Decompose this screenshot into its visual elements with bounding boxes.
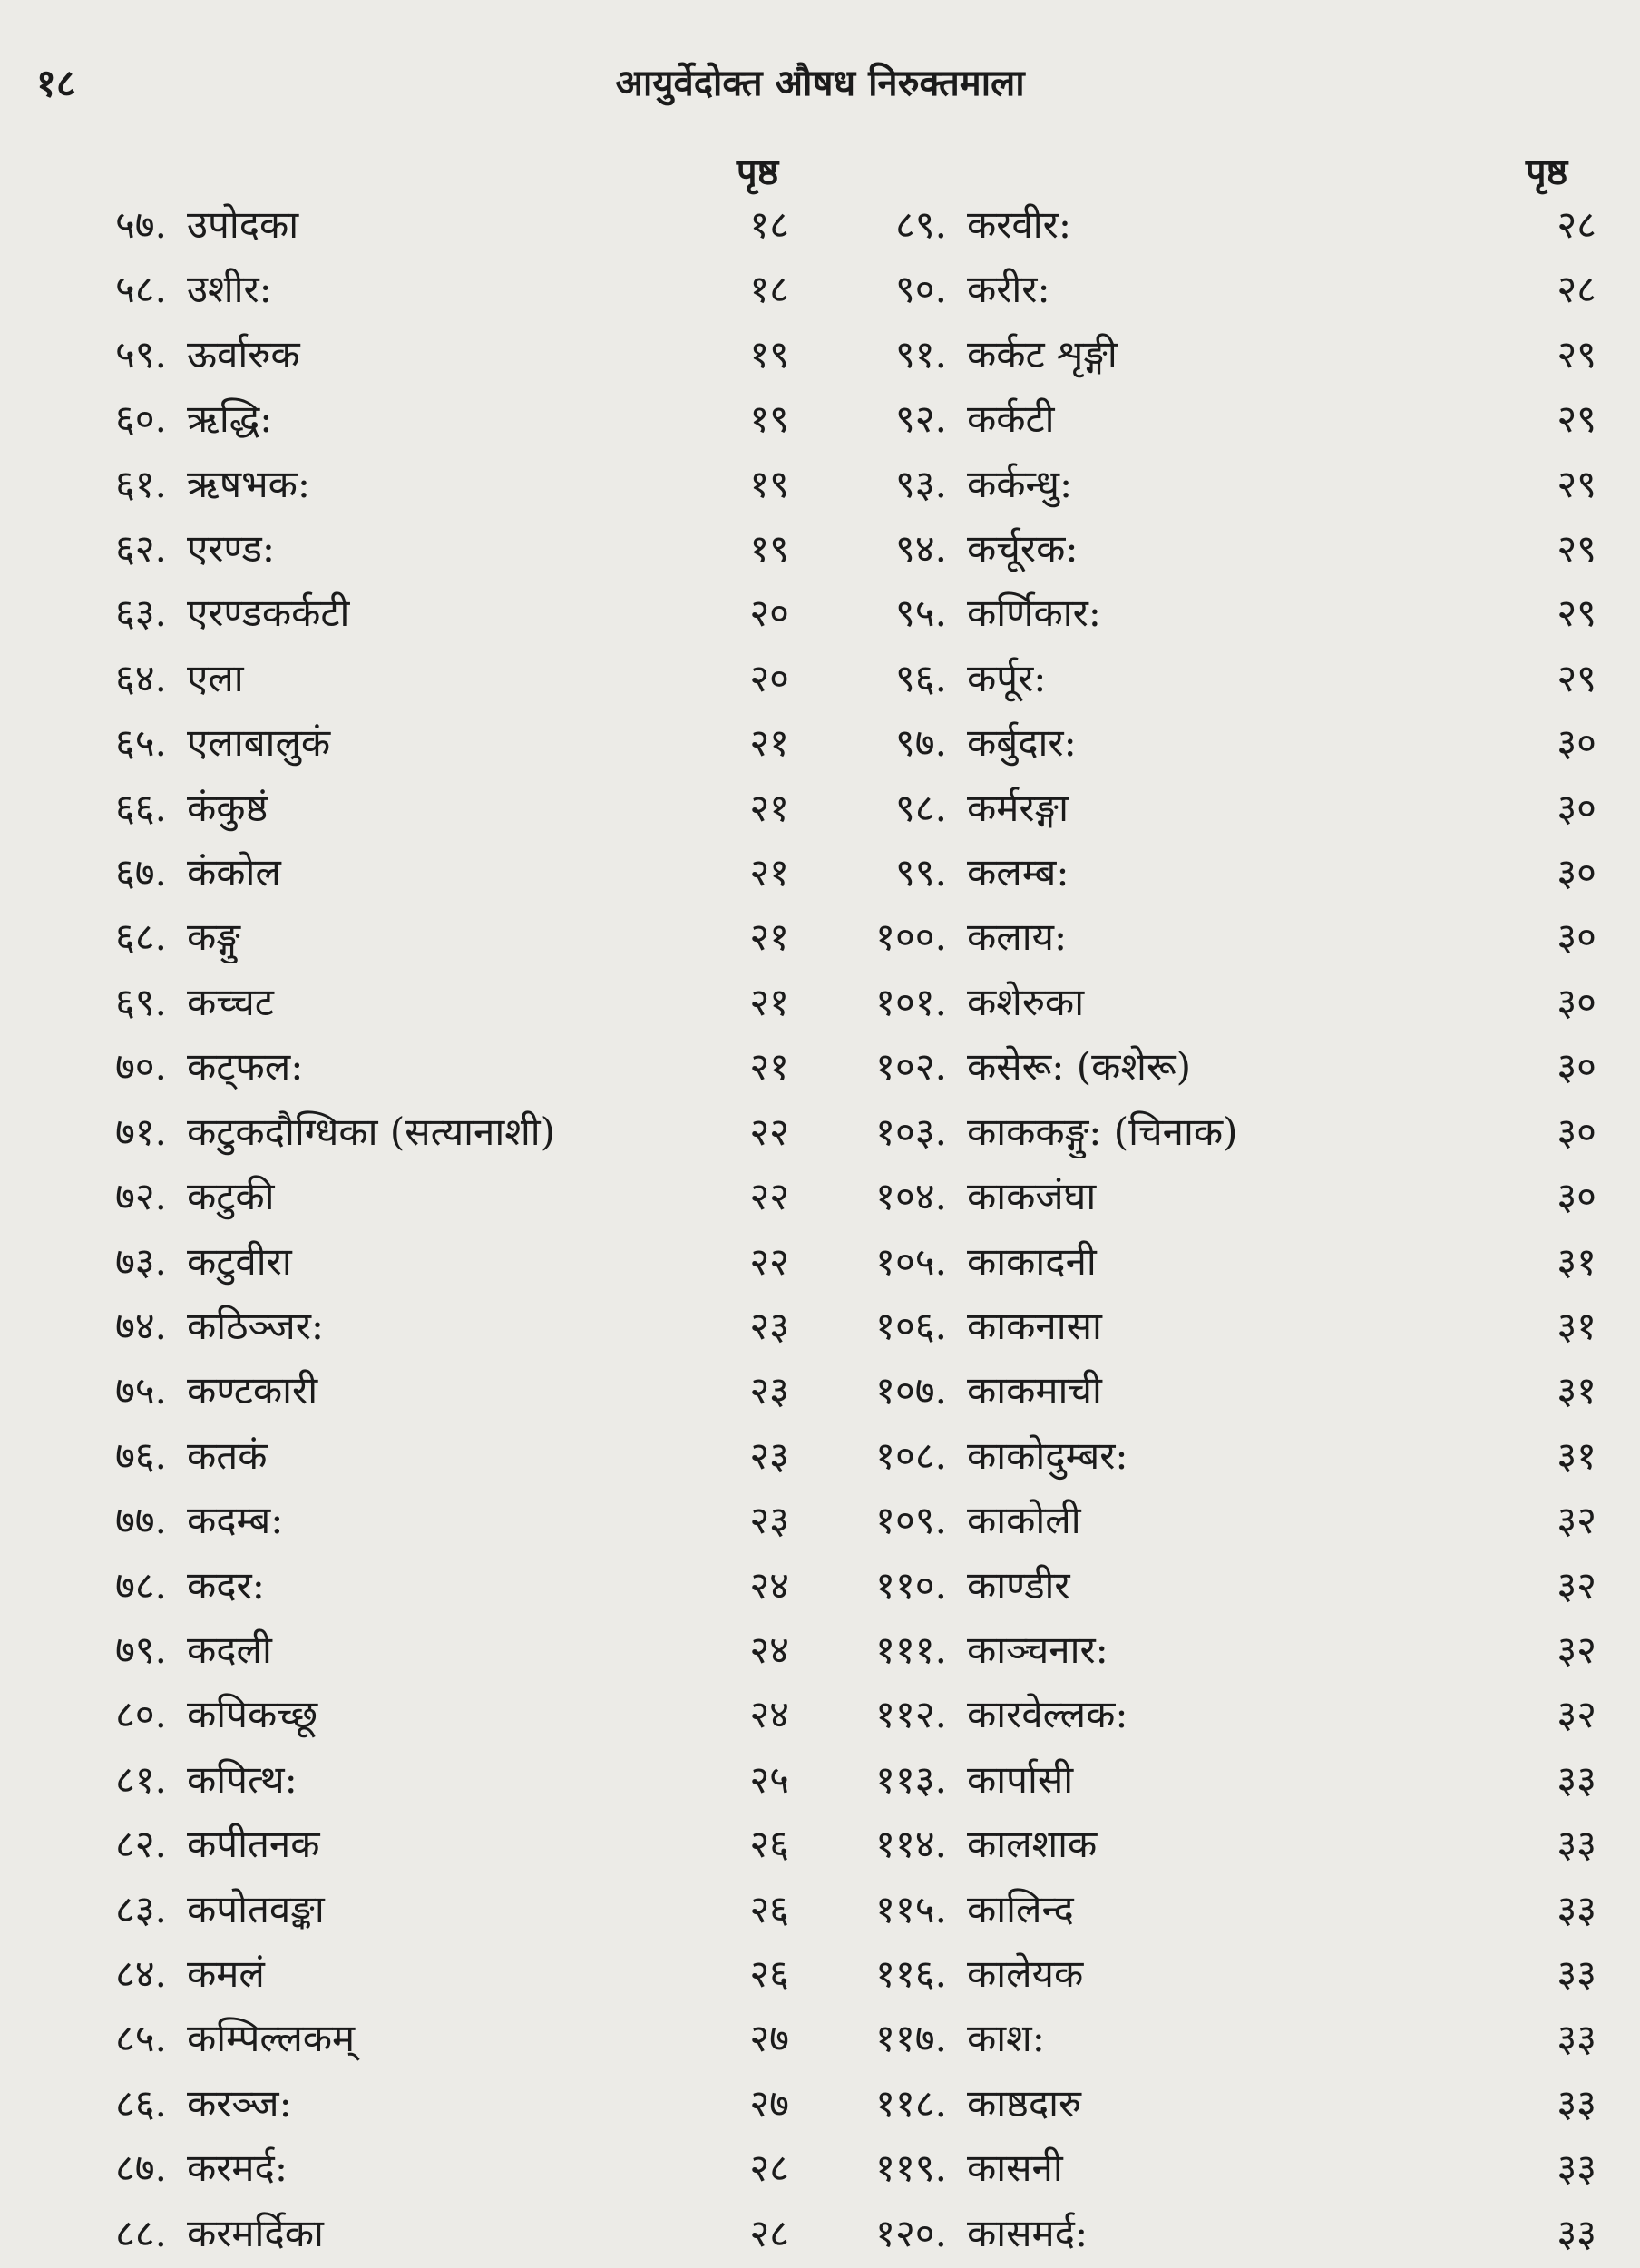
entry-page: २९ — [1557, 526, 1596, 572]
index-entry — [816, 783, 1596, 834]
entry-page: २६ — [749, 1822, 789, 1867]
index-entry — [54, 523, 789, 574]
entry-name: कटुवीरा — [187, 1238, 292, 1284]
entry-page: ३१ — [1557, 1303, 1596, 1348]
entry-name: कार्पासी — [967, 1756, 1074, 1802]
entry-page: ३३ — [1557, 2210, 1596, 2255]
index-entry — [54, 1755, 789, 1805]
entry-page: ३२ — [1557, 1562, 1596, 1608]
entry-page: ३३ — [1557, 1756, 1596, 1802]
entry-number: ९४. — [894, 526, 947, 572]
entry-number: ८४. — [114, 1950, 167, 1996]
entry-name: कंकोल — [187, 850, 281, 895]
entry-page: २६ — [749, 1950, 789, 1996]
entry-page: ३१ — [1557, 1238, 1596, 1284]
index-entry — [816, 264, 1596, 315]
entry-number: ६०. — [114, 396, 167, 442]
entry-number: ११५. — [875, 1886, 947, 1931]
entry-name: कट्फल: — [187, 1044, 304, 1090]
entry-number: ११२. — [875, 1692, 947, 1737]
entry-number: ७७. — [114, 1498, 167, 1543]
entry-page: ३० — [1557, 1109, 1596, 1154]
entry-page: ३३ — [1557, 2016, 1596, 2061]
entry-name: काककङ्गु: (चिनाक) — [967, 1109, 1238, 1154]
entry-page: ३१ — [1557, 1432, 1596, 1478]
entry-page: २८ — [1557, 202, 1596, 247]
entry-name: कपित्थ: — [187, 1756, 298, 1802]
entry-number: १०१. — [875, 979, 947, 1024]
entry-page: १८ — [749, 267, 789, 312]
entry-number: ६२. — [114, 526, 167, 572]
entry-page: २१ — [749, 720, 789, 766]
index-entry — [816, 1301, 1596, 1352]
entry-number: ७१. — [114, 1109, 167, 1154]
entry-name: करञ्ज: — [187, 2080, 292, 2126]
entry-number: ९३. — [894, 461, 947, 506]
entry-name: कदर: — [187, 1562, 265, 1608]
entry-page: ३० — [1557, 914, 1596, 960]
entry-name: कसेरू: (कशेरू) — [967, 1044, 1192, 1090]
entry-name: कम्पिल्लकम् — [187, 2016, 356, 2061]
entry-name: कर्कट शृङ्गी — [967, 331, 1118, 376]
index-entry — [816, 329, 1596, 380]
index-entry — [54, 1107, 789, 1158]
index-entry — [54, 459, 789, 510]
entry-name: कठिञ्जर: — [187, 1303, 325, 1348]
index-entry — [54, 977, 789, 1028]
index-entry — [816, 1237, 1596, 1287]
entry-page: २१ — [749, 914, 789, 960]
entry-name: ऊर्वारुक — [187, 331, 300, 376]
entry-number: ७४. — [114, 1303, 167, 1348]
entry-name: करीर: — [967, 267, 1050, 312]
index-entry — [816, 1041, 1596, 1092]
entry-name: कालिन्द — [967, 1886, 1074, 1931]
entry-page: ३२ — [1557, 1627, 1596, 1672]
entry-page: ३३ — [1557, 1822, 1596, 1867]
entry-number: ५८. — [114, 267, 167, 312]
entry-page: २३ — [749, 1498, 789, 1543]
entry-number: ६६. — [114, 785, 167, 830]
entry-name: काकादनी — [967, 1238, 1097, 1284]
entry-page: ३३ — [1557, 2080, 1596, 2126]
index-entry — [816, 459, 1596, 510]
entry-page: २८ — [749, 2146, 789, 2191]
entry-name: काकनासा — [967, 1303, 1102, 1348]
entry-number: ९९. — [894, 850, 947, 895]
entry-number: १०५. — [875, 1238, 947, 1284]
entry-page: ३२ — [1557, 1498, 1596, 1543]
entry-page: २९ — [1557, 331, 1596, 376]
entry-number: १०३. — [875, 1109, 947, 1154]
index-entry — [54, 1625, 789, 1676]
entry-name: काण्डीर — [967, 1562, 1070, 1608]
index-entry — [54, 1884, 789, 1935]
entry-name: कदम्ब: — [187, 1498, 284, 1543]
entry-page: २७ — [749, 2080, 789, 2126]
entry-name: कासमर्द: — [967, 2210, 1088, 2255]
index-entry — [816, 977, 1596, 1028]
entry-page: २४ — [749, 1692, 789, 1737]
entry-number: ८५. — [114, 2016, 167, 2061]
entry-name: कशेरुका — [967, 979, 1085, 1024]
index-entry — [54, 1171, 789, 1222]
entry-number: ९१. — [894, 331, 947, 376]
index-entry — [54, 912, 789, 963]
entry-page: २१ — [749, 1044, 789, 1090]
entry-page: २९ — [1557, 655, 1596, 700]
entry-page: २९ — [1557, 461, 1596, 506]
entry-number: ७०. — [114, 1044, 167, 1090]
entry-name: कतकं — [187, 1432, 268, 1478]
entry-name: कदली — [187, 1627, 272, 1672]
entry-page: ३० — [1557, 850, 1596, 895]
index-entry — [816, 653, 1596, 704]
entry-page: २४ — [749, 1627, 789, 1672]
entry-number: ६१. — [114, 461, 167, 506]
entry-name: उशीर: — [187, 267, 272, 312]
entry-page: ३० — [1557, 1174, 1596, 1219]
index-entry — [816, 200, 1596, 250]
entry-name: ऋषभक: — [187, 461, 311, 506]
index-entry — [816, 394, 1596, 445]
entry-name: एरण्ड: — [187, 526, 275, 572]
entry-number: ६७. — [114, 850, 167, 895]
index-entry — [54, 1689, 789, 1740]
entry-page: २२ — [749, 1174, 789, 1219]
index-entry — [54, 1431, 789, 1481]
entry-page: १९ — [749, 396, 789, 442]
entry-page: २८ — [1557, 267, 1596, 312]
index-entry — [816, 1431, 1596, 1481]
index-entry — [816, 1107, 1596, 1158]
entry-number: ८७. — [114, 2146, 167, 2191]
index-entry — [54, 847, 789, 898]
entry-name: करमर्द: — [187, 2146, 288, 2191]
entry-number: १००. — [875, 914, 947, 960]
entry-number: १०४. — [875, 1174, 947, 1219]
entry-number: १०२. — [875, 1044, 947, 1090]
entry-name: कर्पूर: — [967, 655, 1047, 700]
entry-number: ७५. — [114, 1368, 167, 1413]
index-entry — [54, 1301, 789, 1352]
entry-name: कर्बुदार: — [967, 720, 1077, 766]
entry-number: ९८. — [894, 785, 947, 830]
index-entry — [54, 1495, 789, 1546]
entry-number: ११६. — [875, 1950, 947, 1996]
entry-number: ५९. — [114, 331, 167, 376]
entry-name: कर्मरङ्गा — [967, 785, 1069, 830]
index-entry — [54, 1237, 789, 1287]
entry-name: कलाय: — [967, 914, 1068, 960]
entry-page: ३३ — [1557, 1886, 1596, 1931]
entry-name: कारवेल्लक: — [967, 1692, 1128, 1737]
entry-name: ऋद्धि: — [187, 396, 273, 442]
entry-name: कपीतनक — [187, 1822, 320, 1867]
index-entry — [54, 329, 789, 380]
entry-number: ६५. — [114, 720, 167, 766]
entry-name: एलाबालुकं — [187, 720, 331, 766]
index-entry — [816, 912, 1596, 963]
entry-name: कर्णिकार: — [967, 591, 1101, 636]
index-entry — [54, 1560, 789, 1611]
entry-page: ३० — [1557, 979, 1596, 1024]
entry-name: कंकुष्ठं — [187, 785, 268, 830]
index-entry — [54, 264, 789, 315]
index-column-left — [54, 200, 789, 2259]
entry-name: काष्ठदारु — [967, 2080, 1082, 2126]
entry-name: कर्चूरक: — [967, 526, 1079, 572]
entry-page: २५ — [749, 1756, 789, 1802]
entry-name: कमलं — [187, 1950, 265, 1996]
page-column-header-right: पृष्ठ — [1525, 151, 1568, 193]
index-entry — [816, 1560, 1596, 1611]
entry-number: ९५. — [894, 591, 947, 636]
index-entry — [54, 2078, 789, 2129]
entry-name: कालशाक — [967, 1822, 1098, 1867]
entry-number: ९७. — [894, 720, 947, 766]
entry-name: करमर्दिका — [187, 2210, 324, 2255]
entry-page: २१ — [749, 850, 789, 895]
entry-number: १०८. — [875, 1432, 947, 1478]
entry-name: कटुकदौग्धिका (सत्यानाशी) — [187, 1109, 556, 1154]
index-entry — [816, 1949, 1596, 1999]
entry-number: ८०. — [114, 1692, 167, 1737]
entry-name: उपोदका — [187, 202, 299, 247]
entry-name: करवीर: — [967, 202, 1071, 247]
index-entry — [54, 2143, 789, 2194]
running-title: आयुर्वेदोक्त औषध निरुक्तमाला — [615, 62, 1025, 104]
entry-page: २० — [749, 591, 789, 636]
entry-name: कासनी — [967, 2146, 1063, 2191]
index-entry — [816, 847, 1596, 898]
index-entry — [816, 588, 1596, 639]
entry-number: ११३. — [875, 1756, 947, 1802]
entry-number: ८९. — [894, 202, 947, 247]
entry-number: ११०. — [875, 1562, 947, 1608]
entry-name: कपोतवङ्का — [187, 1886, 325, 1931]
entry-page: २३ — [749, 1432, 789, 1478]
entry-name: काकोली — [967, 1498, 1081, 1543]
index-entry — [816, 2208, 1596, 2259]
entry-number: ९६. — [894, 655, 947, 700]
entry-name: काञ्चनार: — [967, 1627, 1108, 1672]
entry-name: काकमाची — [967, 1368, 1102, 1413]
entry-page: १९ — [749, 461, 789, 506]
entry-page: २३ — [749, 1368, 789, 1413]
index-entry — [816, 1625, 1596, 1676]
index-entry — [54, 783, 789, 834]
index-entry — [816, 1171, 1596, 1222]
page-number: १८ — [36, 61, 76, 105]
entry-name: कालेयक — [967, 1950, 1084, 1996]
index-entry — [54, 2013, 789, 2064]
entry-page: ३० — [1557, 1044, 1596, 1090]
index-entry — [816, 2078, 1596, 2129]
entry-number: ९०. — [894, 267, 947, 312]
index-entry — [816, 1495, 1596, 1546]
entry-page: ३३ — [1557, 1950, 1596, 1996]
index-entry — [54, 394, 789, 445]
entry-name: कटुकी — [187, 1174, 275, 1219]
entry-name: काश: — [967, 2016, 1045, 2061]
entry-page: २२ — [749, 1238, 789, 1284]
entry-number: १११. — [875, 1627, 947, 1672]
entry-page: २९ — [1557, 396, 1596, 442]
entry-number: ११७. — [875, 2016, 947, 2061]
index-entry — [816, 1689, 1596, 1740]
entry-name: एला — [187, 655, 244, 700]
entry-page: २८ — [749, 2210, 789, 2255]
index-entry — [816, 2013, 1596, 2064]
entry-page: २६ — [749, 1886, 789, 1931]
entry-number: ८६. — [114, 2080, 167, 2126]
entry-number: ७९. — [114, 1627, 167, 1672]
entry-name: काकजंघा — [967, 1174, 1097, 1219]
entry-number: १०६. — [875, 1303, 947, 1348]
entry-number: ६९. — [114, 979, 167, 1024]
entry-name: कच्चट — [187, 979, 274, 1024]
entry-name: कर्कन्धु: — [967, 461, 1073, 506]
index-entry — [816, 2143, 1596, 2194]
index-entry — [54, 1365, 789, 1416]
entry-number: ७२. — [114, 1174, 167, 1219]
entry-number: ५७. — [114, 202, 167, 247]
page-column-header-left: पृष्ठ — [736, 151, 779, 193]
index-entry — [816, 523, 1596, 574]
entry-page: २९ — [1557, 591, 1596, 636]
index-entry — [54, 200, 789, 250]
index-entry — [54, 653, 789, 704]
index-entry — [816, 718, 1596, 768]
entry-name: कलम्ब: — [967, 850, 1069, 895]
index-entry — [54, 1949, 789, 1999]
entry-number: १२०. — [875, 2210, 947, 2255]
entry-number: ६४. — [114, 655, 167, 700]
entry-number: ७८. — [114, 1562, 167, 1608]
entry-name: एरण्डकर्कटी — [187, 591, 350, 636]
index-entry — [54, 1041, 789, 1092]
entry-page: २४ — [749, 1562, 789, 1608]
entry-name: कङ्गु — [187, 914, 240, 960]
entry-page: २१ — [749, 785, 789, 830]
entry-page: २१ — [749, 979, 789, 1024]
entry-number: ११८. — [875, 2080, 947, 2126]
entry-number: ९२. — [894, 396, 947, 442]
entry-page: २७ — [749, 2016, 789, 2061]
entry-number: ११९. — [875, 2146, 947, 2191]
index-column-right — [816, 200, 1596, 2259]
entry-page: ३१ — [1557, 1368, 1596, 1413]
entry-page: ३३ — [1557, 2146, 1596, 2191]
index-entry — [816, 1819, 1596, 1870]
index-entry — [54, 2208, 789, 2259]
entry-number: ६८. — [114, 914, 167, 960]
entry-name: कर्कटी — [967, 396, 1055, 442]
entry-page: १८ — [749, 202, 789, 247]
entry-number: ७६. — [114, 1432, 167, 1478]
index-entry — [816, 1755, 1596, 1805]
entry-page: १९ — [749, 331, 789, 376]
entry-name: कण्टकारी — [187, 1368, 318, 1413]
entry-name: कपिकच्छू — [187, 1692, 318, 1737]
entry-name: काकोदुम्बर: — [967, 1432, 1128, 1478]
entry-number: ८३. — [114, 1886, 167, 1931]
index-entry — [816, 1884, 1596, 1935]
entry-number: ८१. — [114, 1756, 167, 1802]
entry-number: ८२. — [114, 1822, 167, 1867]
entry-page: ३० — [1557, 785, 1596, 830]
entry-number: ७३. — [114, 1238, 167, 1284]
entry-number: १०७. — [875, 1368, 947, 1413]
entry-page: २० — [749, 655, 789, 700]
index-entry — [54, 1819, 789, 1870]
entry-number: ६३. — [114, 591, 167, 636]
entry-number: ११४. — [875, 1822, 947, 1867]
entry-page: ३२ — [1557, 1692, 1596, 1737]
entry-page: २३ — [749, 1303, 789, 1348]
entry-page: २२ — [749, 1109, 789, 1154]
index-entry — [54, 588, 789, 639]
entry-number: १०९. — [875, 1498, 947, 1543]
index-entry — [54, 718, 789, 768]
entry-number: ८८. — [114, 2210, 167, 2255]
entry-page: ३० — [1557, 720, 1596, 766]
entry-page: १९ — [749, 526, 789, 572]
index-entry — [816, 1365, 1596, 1416]
